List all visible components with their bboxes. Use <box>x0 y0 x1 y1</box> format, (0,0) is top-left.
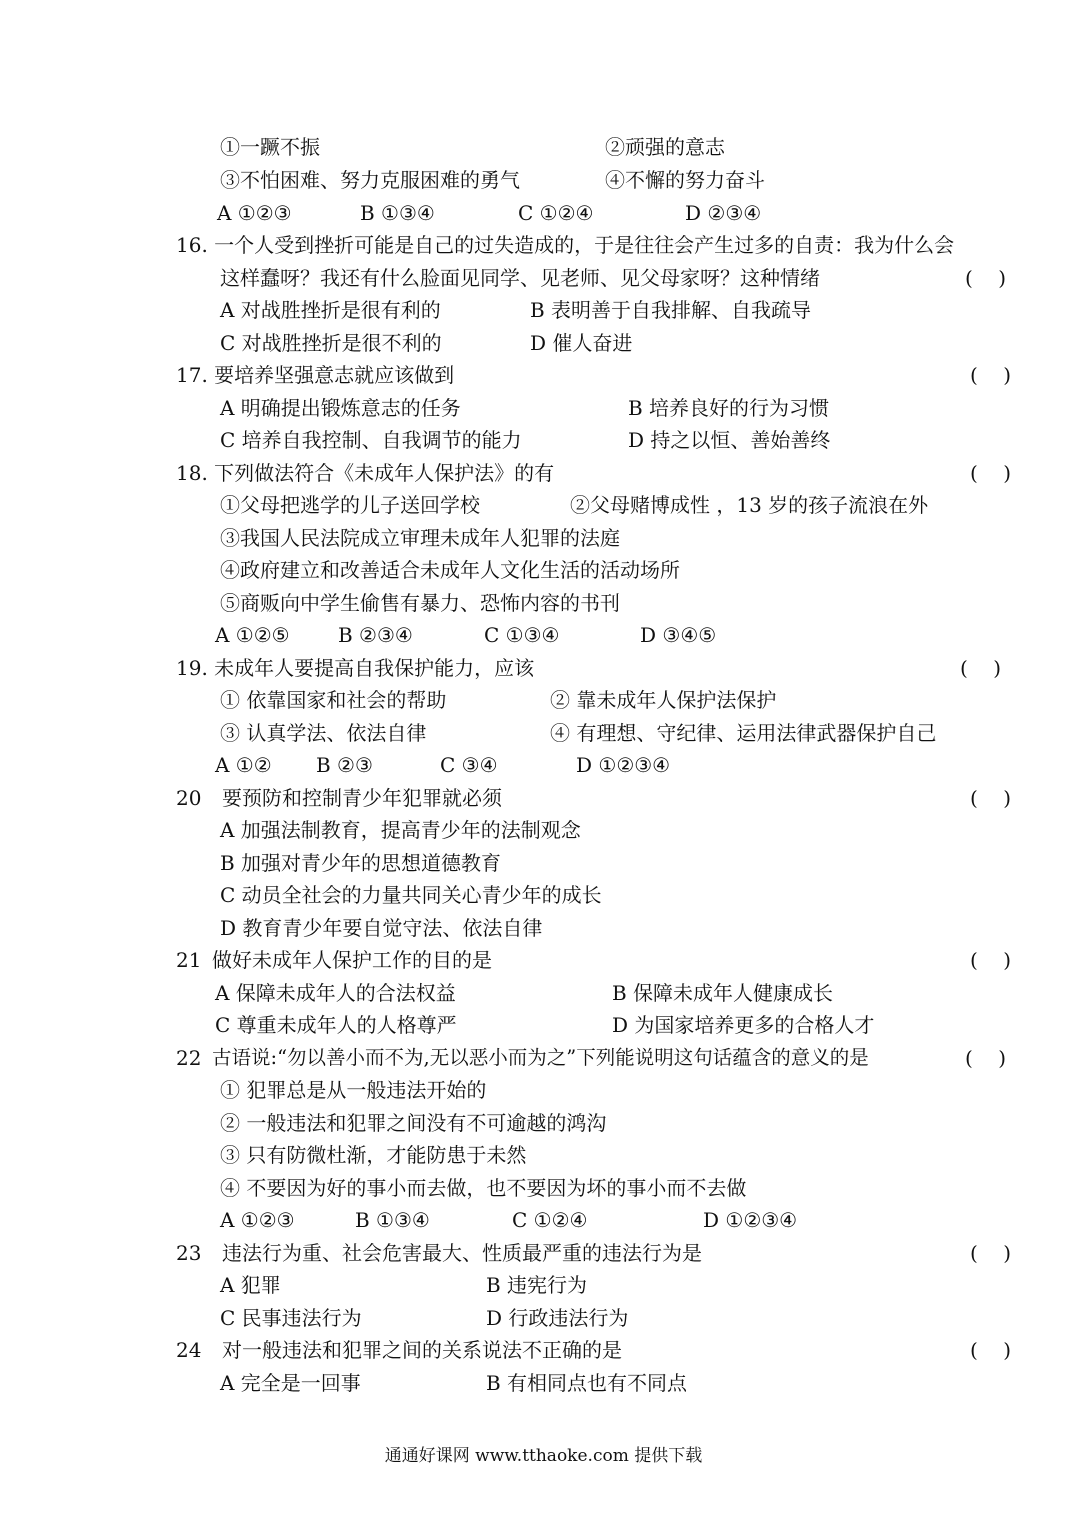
q23-option-b: B 违宪行为 <box>486 1273 588 1297</box>
q20-option-b: B 加强对青少年的思想道德教育 <box>220 851 502 875</box>
q15-option-3: ③不怕困难、努力克服困难的勇气 <box>220 168 520 192</box>
q18-choice-c: C ①③④ <box>484 623 560 647</box>
q15-choice-b: B ①③④ <box>360 201 435 225</box>
q16-option-a: A 对战胜挫折是很有利的 <box>220 298 441 322</box>
q22-choice-a: A ①②③ <box>220 1208 295 1232</box>
q18-item-1: ①父母把逃学的儿子送回学校 <box>220 493 480 517</box>
q22-answer-blank: ( ) <box>965 1046 1007 1070</box>
q24-number: 24 <box>176 1338 202 1362</box>
q21-number: 21 <box>176 948 202 972</box>
q19-item-2: ② 靠未成年人保护法保护 <box>550 688 777 712</box>
q15-choice-a: A ①②③ <box>217 201 292 225</box>
q22-number: 22 <box>176 1046 202 1070</box>
q21-option-a: A 保障未成年人的合法权益 <box>215 981 456 1005</box>
q19-choice-c: C ③④ <box>440 753 498 777</box>
q19-item-4: ④ 有理想、守纪律、运用法律武器保护自己 <box>550 721 937 745</box>
q23-answer-blank: ( ) <box>970 1241 1012 1265</box>
q21-option-d: D 为国家培养更多的合格人才 <box>612 1013 875 1037</box>
q21-stem: 做好未成年人保护工作的目的是 <box>212 948 492 972</box>
q15-choice-d: D ②③④ <box>685 201 762 225</box>
page-footer: 通通好课网 www.tthaoke.com 提供下载 <box>384 1446 703 1466</box>
q21-option-b: B 保障未成年人健康成长 <box>612 981 834 1005</box>
q23-option-d: D 行政违法行为 <box>486 1306 629 1330</box>
q17-option-d: D 持之以恒、善始善终 <box>628 428 831 452</box>
q20-option-c: C 动员全社会的力量共同关心青少年的成长 <box>220 883 602 907</box>
q19-stem: 19. 未成年人要提高自我保护能力，应该 <box>176 656 535 680</box>
q15-option-2: ②顽强的意志 <box>605 135 725 159</box>
q18-choice-b: B ②③④ <box>338 623 413 647</box>
q23-number: 23 <box>176 1241 202 1265</box>
q23-option-a: A 犯罪 <box>220 1273 281 1297</box>
q17-stem: 17. 要培养坚强意志就应该做到 <box>176 363 455 387</box>
q22-item-4: ④ 不要因为好的事小而去做，也不要因为坏的事小而不去做 <box>220 1176 747 1200</box>
q17-option-a: A 明确提出锻炼意志的任务 <box>220 396 461 420</box>
q24-option-b: B 有相同点也有不同点 <box>486 1371 688 1395</box>
q21-answer-blank: ( ) <box>970 948 1012 972</box>
q15-option-4: ④不懈的努力奋斗 <box>605 168 765 192</box>
q18-item-4: ④政府建立和改善适合未成年人文化生活的活动场所 <box>220 558 680 582</box>
q24-answer-blank: ( ) <box>970 1338 1012 1362</box>
q23-stem: 违法行为重、社会危害最大、性质最严重的违法行为是 <box>222 1241 702 1265</box>
q21-option-c: C 尊重未成年人的人格尊严 <box>215 1013 457 1037</box>
q18-stem: 18. 下列做法符合《未成年人保护法》的有 <box>176 461 555 485</box>
q16-option-c: C 对战胜挫折是很不利的 <box>220 331 442 355</box>
q16-option-d: D 催人奋进 <box>530 331 633 355</box>
q19-choice-d: D ①②③④ <box>576 753 671 777</box>
q19-item-1: ① 依靠国家和社会的帮助 <box>220 688 447 712</box>
q18-answer-blank: ( ) <box>970 461 1012 485</box>
q17-answer-blank: ( ) <box>970 363 1012 387</box>
q24-stem: 对一般违法和犯罪之间的关系说法不正确的是 <box>222 1338 622 1362</box>
q22-item-3: ③ 只有防微杜渐，才能防患于未然 <box>220 1143 527 1167</box>
q18-item-5: ⑤商贩向中学生偷售有暴力、恐怖内容的书刊 <box>220 591 620 615</box>
q22-choice-b: B ①③④ <box>355 1208 430 1232</box>
q20-answer-blank: ( ) <box>970 786 1012 810</box>
q18-choice-d: D ③④⑤ <box>640 623 717 647</box>
q18-item-2: ②父母赌博成性 ，13 岁的孩子流浪在外 <box>570 493 929 517</box>
q22-choice-d: D ①②③④ <box>703 1208 798 1232</box>
q19-answer-blank: ( ) <box>960 656 1002 680</box>
q20-number: 20 <box>176 786 202 810</box>
q18-choice-a: A ①②⑤ <box>215 623 290 647</box>
q20-option-d: D 教育青少年要自觉守法、依法自律 <box>220 916 543 940</box>
q20-option-a: A 加强法制教育，提高青少年的法制观念 <box>220 818 581 842</box>
q19-choice-b: B ②③ <box>316 753 373 777</box>
q16-option-b: B 表明善于自我排解、自我疏导 <box>530 298 812 322</box>
q23-option-c: C 民事违法行为 <box>220 1306 362 1330</box>
q19-choice-a: A ①② <box>215 753 272 777</box>
q22-stem: 古语说:“勿以善小而不为,无以恶小而为之”下列能说明这句话蕴含的意义的是 <box>212 1046 869 1069</box>
q22-choice-c: C ①②④ <box>512 1208 588 1232</box>
q19-item-3: ③ 认真学法、依法自律 <box>220 721 427 745</box>
q24-option-a: A 完全是一回事 <box>220 1371 361 1395</box>
q22-item-1: ① 犯罪总是从一般违法开始的 <box>220 1078 487 1102</box>
q15-option-1: ①一蹶不振 <box>220 135 320 159</box>
q15-choice-c: C ①②④ <box>518 201 594 225</box>
q22-item-2: ② 一般违法和犯罪之间没有不可逾越的鸿沟 <box>220 1111 607 1135</box>
q16-answer-blank: ( ) <box>965 266 1007 290</box>
q20-stem: 要预防和控制青少年犯罪就必须 <box>222 786 502 810</box>
q18-item-3: ③我国人民法院成立审理未成年人犯罪的法庭 <box>220 526 620 550</box>
q16-stem-line1: 16. 一个人受到挫折可能是自己的过失造成的，于是往往会产生过多的自责：我为什么会 <box>176 233 955 257</box>
q17-option-c: C 培养自我控制、自我调节的能力 <box>220 428 522 452</box>
q16-stem-line2: 这样蠢呀？我还有什么脸面见同学、见老师、见父母家呀？这种情绪 <box>220 266 820 290</box>
q17-option-b: B 培养良好的行为习惯 <box>628 396 830 420</box>
